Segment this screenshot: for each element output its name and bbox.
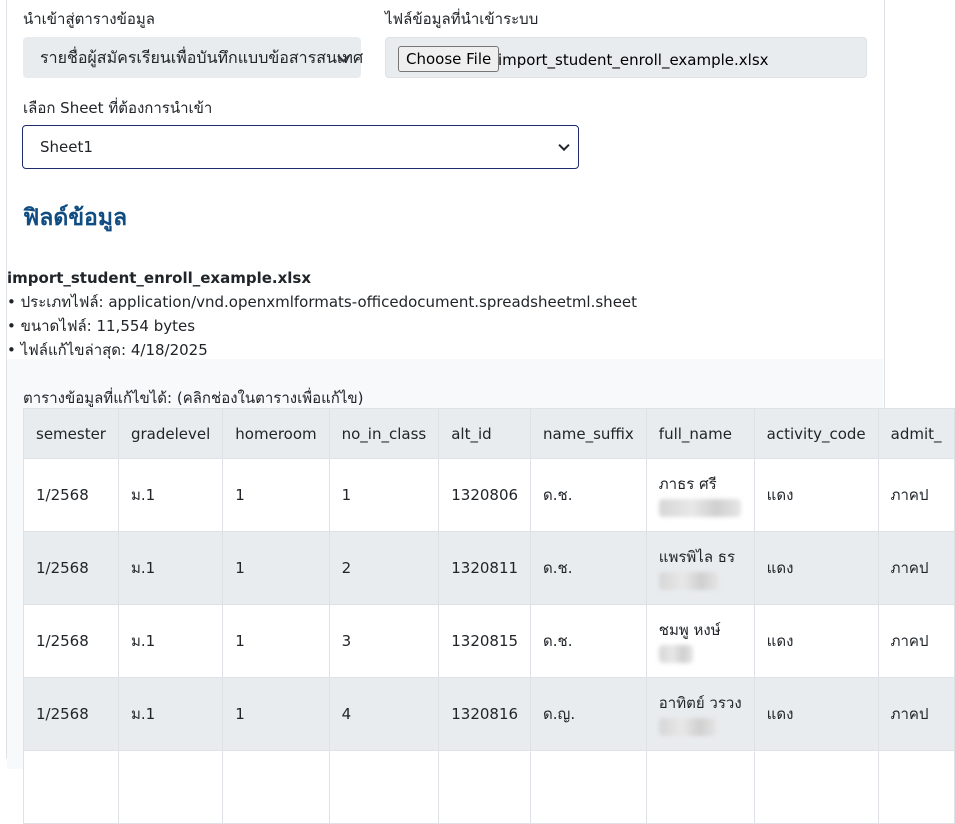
- table-cell[interactable]: 1: [223, 532, 329, 605]
- table-row: [24, 605, 955, 678]
- table-cell[interactable]: [754, 751, 878, 824]
- table-cell[interactable]: ด.ช.: [531, 532, 647, 605]
- chevron-down-icon: [558, 140, 569, 151]
- table-row: [24, 678, 955, 751]
- table-row: [24, 532, 955, 605]
- sheet-select-value: Sheet1: [40, 138, 93, 156]
- redacted-text: [659, 645, 693, 663]
- table-cell-full-name[interactable]: [646, 605, 754, 678]
- table-cell[interactable]: 2: [329, 532, 439, 605]
- table-cell[interactable]: แดง: [754, 459, 878, 532]
- table-cell[interactable]: [878, 751, 954, 824]
- table-cell[interactable]: 3: [329, 605, 439, 678]
- table-header-row: [24, 409, 955, 459]
- table-cell[interactable]: แดง: [754, 532, 878, 605]
- column-header: no_in_class: [329, 409, 439, 459]
- table-row: [24, 459, 955, 532]
- redacted-text: [659, 572, 719, 590]
- table-cell[interactable]: แดง: [754, 678, 878, 751]
- import-target-label: นำเข้าสู่ตารางข้อมูล: [23, 10, 155, 28]
- table-cell[interactable]: ภาคป: [878, 605, 954, 678]
- column-header: homeroom: [223, 409, 329, 459]
- column-header: full_name: [646, 409, 754, 459]
- table-cell[interactable]: ม.1: [118, 459, 222, 532]
- column-header: activity_code: [754, 409, 878, 459]
- table-cell[interactable]: ด.ช.: [531, 605, 647, 678]
- section-title: ฟิลด์ข้อมูล: [23, 205, 128, 231]
- table-cell[interactable]: 1: [223, 605, 329, 678]
- column-header: alt_id: [439, 409, 531, 459]
- table-cell[interactable]: 1: [223, 459, 329, 532]
- table-cell[interactable]: ม.1: [118, 532, 222, 605]
- sheet-select[interactable]: [22, 125, 579, 169]
- table-cell[interactable]: 4: [329, 678, 439, 751]
- redacted-text: [659, 499, 741, 517]
- table-cell[interactable]: [24, 751, 119, 824]
- choose-file-button[interactable]: Choose File: [398, 46, 499, 72]
- file-info: [7, 266, 637, 362]
- table-cell[interactable]: ด.ช.: [531, 459, 647, 532]
- table-scroll-container[interactable]: [23, 408, 942, 768]
- table-cell-full-name[interactable]: [646, 678, 754, 751]
- file-info-name: import_student_enroll_example.xlsx: [7, 269, 312, 287]
- table-cell[interactable]: [118, 751, 222, 824]
- table-cell[interactable]: 1/2568: [24, 459, 119, 532]
- table-cell[interactable]: 1320815: [439, 605, 531, 678]
- table-cell[interactable]: [531, 751, 647, 824]
- file-info-modified: • ไฟล์แก้ไขล่าสุด: 4/18/2025: [7, 341, 208, 359]
- table-row-partial: [24, 751, 955, 824]
- column-header: admit_: [878, 409, 954, 459]
- column-header: name_suffix: [531, 409, 647, 459]
- full-name-text: ชมพู หงษ์: [658, 621, 721, 639]
- file-info-size: • ขนาดไฟล์: 11,554 bytes: [7, 317, 196, 335]
- table-cell[interactable]: 1/2568: [24, 678, 119, 751]
- table-cell[interactable]: [439, 751, 531, 824]
- table-cell[interactable]: [223, 751, 329, 824]
- table-cell[interactable]: 1/2568: [24, 532, 119, 605]
- selected-file-name: import_student_enroll_example.xlsx: [498, 51, 769, 69]
- column-header: semester: [24, 409, 119, 459]
- table-cell[interactable]: 1/2568: [24, 605, 119, 678]
- table-caption: ตารางข้อมูลที่แก้ไขได้: (คลิกช่องในตารางเพื่อแก้ไข): [23, 389, 364, 407]
- file-input-label: ไฟล์ข้อมูลที่นำเข้าระบบ: [385, 10, 539, 28]
- table-cell-full-name[interactable]: [646, 459, 754, 532]
- table-cell[interactable]: แดง: [754, 605, 878, 678]
- redacted-text: [659, 718, 717, 736]
- table-cell[interactable]: ภาคป: [878, 532, 954, 605]
- table-cell-full-name[interactable]: [646, 532, 754, 605]
- table-cell[interactable]: 1320816: [439, 678, 531, 751]
- table-cell[interactable]: [329, 751, 439, 824]
- sheet-select-label: เลือก Sheet ที่ต้องการนำเข้า: [23, 99, 213, 117]
- import-target-select[interactable]: [23, 37, 364, 78]
- table-cell[interactable]: [646, 751, 754, 824]
- table-cell[interactable]: ภาคป: [878, 678, 954, 751]
- data-table: [23, 408, 955, 824]
- column-header: gradelevel: [118, 409, 222, 459]
- table-cell[interactable]: ม.1: [118, 605, 222, 678]
- table-cell[interactable]: ด.ญ.: [531, 678, 647, 751]
- table-cell[interactable]: 1: [223, 678, 329, 751]
- table-cell[interactable]: 1320806: [439, 459, 531, 532]
- full-name-text: อาทิตย์ วรวง: [658, 694, 742, 712]
- file-info-type: • ประเภทไฟล์: application/vnd.openxmlformats-officedocument.spreadsheetml.sheet: [7, 293, 638, 311]
- table-cell[interactable]: ม.1: [118, 678, 222, 751]
- full-name-text: ภาธร ศรี: [658, 475, 717, 493]
- full-name-text: แพรพิไล ธร: [658, 548, 736, 566]
- table-cell[interactable]: 1320811: [439, 532, 531, 605]
- import-target-value: รายชื่อผู้สมัครเรียนเพื่อบันทึกแบบข้อสารสนเทศ: [40, 48, 364, 67]
- file-input[interactable]: [385, 37, 867, 78]
- table-cell[interactable]: ภาคป: [878, 459, 954, 532]
- table-cell[interactable]: 1: [329, 459, 439, 532]
